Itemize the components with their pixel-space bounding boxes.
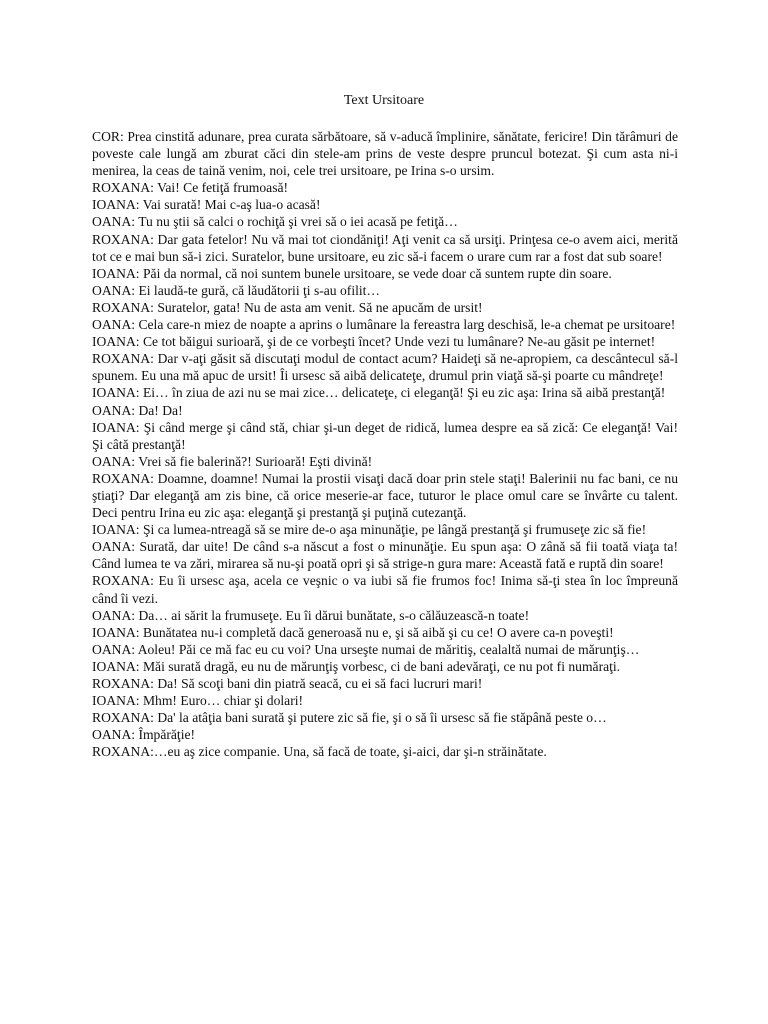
paragraph: IOANA: Păi da normal, că noi suntem bunele ursitoare, se vede doar că suntem rupte din soare. [92, 265, 612, 281]
document-body [92, 128, 678, 760]
paragraph: IOANA: Măi surată dragă, eu nu de mărunţiş vorbesc, ci de bani adevăraţi, ce nu pot fi număraţi. [92, 658, 621, 674]
paragraph: ROXANA: Doamne, doamne! Numai la prostii visaţi dacă doar prin stele staţi! Balerinii nu fac bani, ce nu ştiaţi? Dar eleganţă am zis bine, că orice meserie-ar face, tuturor le place omul care se învârte cu talent. Deci pentru Irina eu zic aşa: eleganţă şi prestanţă şi puţină cutezanţă. [92, 470, 678, 521]
paragraph: IOANA: Ei… în ziua de azi nu se mai zice… delicateţe, ci eleganţă! Şi eu zic aşa: Irina să aibă prestanţă! [92, 385, 666, 401]
paragraph: COR: Prea cinstită adunare, prea curata sărbătoare, să v-aducă împlinire, sănătate, fericire! Din tărâmuri de poveste cale lungă am zburat căci din stele-am prins de veste despre pruncul botezat. Şi cum asta ni-i menirea, la ceas de taină venim, noi, cele trei ursitoare, pe Irina s-o ursim. [92, 129, 678, 179]
paragraph: OANA: Ei laudă-te gură, că lăudătorii ţi s-au ofilit… [92, 282, 381, 298]
paragraph: OANA: Aoleu! Păi ce mă fac eu cu voi? Una urseşte numai de măritiş, cealaltă numai de mărunţiş… [92, 641, 640, 657]
paragraph: OANA: Da! Da! [92, 402, 183, 418]
paragraph: OANA: Împărăţie! [92, 727, 196, 743]
paragraph: IOANA: Vai surată! Mai c-aş lua-o acasă! [92, 197, 321, 213]
paragraph: ROXANA: Da' la atâţia bani surată şi putere zic să fie, şi o să îi ursesc să fie stăpână peste o… [92, 710, 607, 726]
paragraph: OANA: Vrei să fie balerină?! Surioară! Eşti divină! [92, 453, 373, 469]
paragraph: OANA: Da… ai sărit la frumuseţe. Eu îi dărui bunătate, s-o călăuzească-n toate! [92, 607, 530, 623]
paragraph: ROXANA: Dar v-aţi găsit să discutaţi modul de contact acum? Haideţi să ne-apropiem, ca descântecul să-l spunem. Eu una mă apuc de ursit! Îi ursesc să aibă delicateţe, drumul prin viaţă să-şi poarte cu mândreţe! [92, 351, 678, 384]
paragraph: ROXANA: Suratelor, gata! Nu de asta am venit. Să ne apucăm de ursit! [92, 299, 483, 315]
paragraph: ROXANA: Da! Să scoţi bani din piatră seacă, cu ei să faci lucruri mari! [92, 676, 483, 691]
paragraph: IOANA: Şi când merge şi când stă, chiar şi-un deget de ridică, lumea despre ea să zică: Ce eleganţă! Vai! Şi câtă prestanţă! [92, 419, 678, 452]
paragraph: OANA: Surată, dar uite! De când s-a născut a fost o minunăţie. Eu spun aşa: O zână să fii toată viaţa ta! Când lumea te va zări, mirarea să nu-şi poată opri şi să strige-n gura mare: Această fată e ruptă din soare! [92, 539, 678, 572]
paragraph: ROXANA: Eu îi ursesc aşa, acela ce veşnic o va iubi să fie frumos foc! Inima să-ţi stea în loc împreună când îi vezi. [92, 573, 678, 606]
paragraph: ROXANA: Vai! Ce fetiţă frumoasă! [92, 180, 289, 196]
paragraph: IOANA: Mhm! Euro… chiar şi dolari! [92, 693, 304, 709]
paragraph: IOANA: Şi ca lumea-ntreagă să se mire de-o aşa minunăţie, pe lângă prestanţă şi frumuseţe zic să fie! [92, 522, 647, 538]
document-title: Text Ursitoare [343, 93, 425, 108]
paragraph: OANA: Cela care-n miez de noapte a aprins o lumânare la fereastra larg deschisă, le-a chemat pe ursitoare! [92, 317, 676, 333]
paragraph: IOANA: Bunătatea nu-i completă dacă generoasă nu e, şi să aibă şi cu ce! O avere ca-n poveşti! [92, 624, 614, 640]
paragraph: OANA: Tu nu ştii să calci o rochiţă şi vrei să o iei acasă pe fetiţă… [92, 214, 458, 230]
paragraph: IOANA: Ce tot băigui surioară, şi de ce vorbeşti încet? Unde vezi tu lumânare? Ne-au găsit pe internet! [92, 334, 656, 350]
paragraph: ROXANA: Dar gata fetelor! Nu vă mai tot ciondăniţi! Aţi venit ca să ursiţi. Prinţesa ce-o avem aici, merită tot ce e mai bun să-i zici. Suratelor, bune ursitoare, eu zic să-i facem o urare cum rar a fost dat sub soare! [92, 231, 678, 264]
paragraph: ROXANA:…eu aş zice companie. Una, să facă de toate, şi-aici, dar şi-n străinătate. [92, 744, 547, 760]
